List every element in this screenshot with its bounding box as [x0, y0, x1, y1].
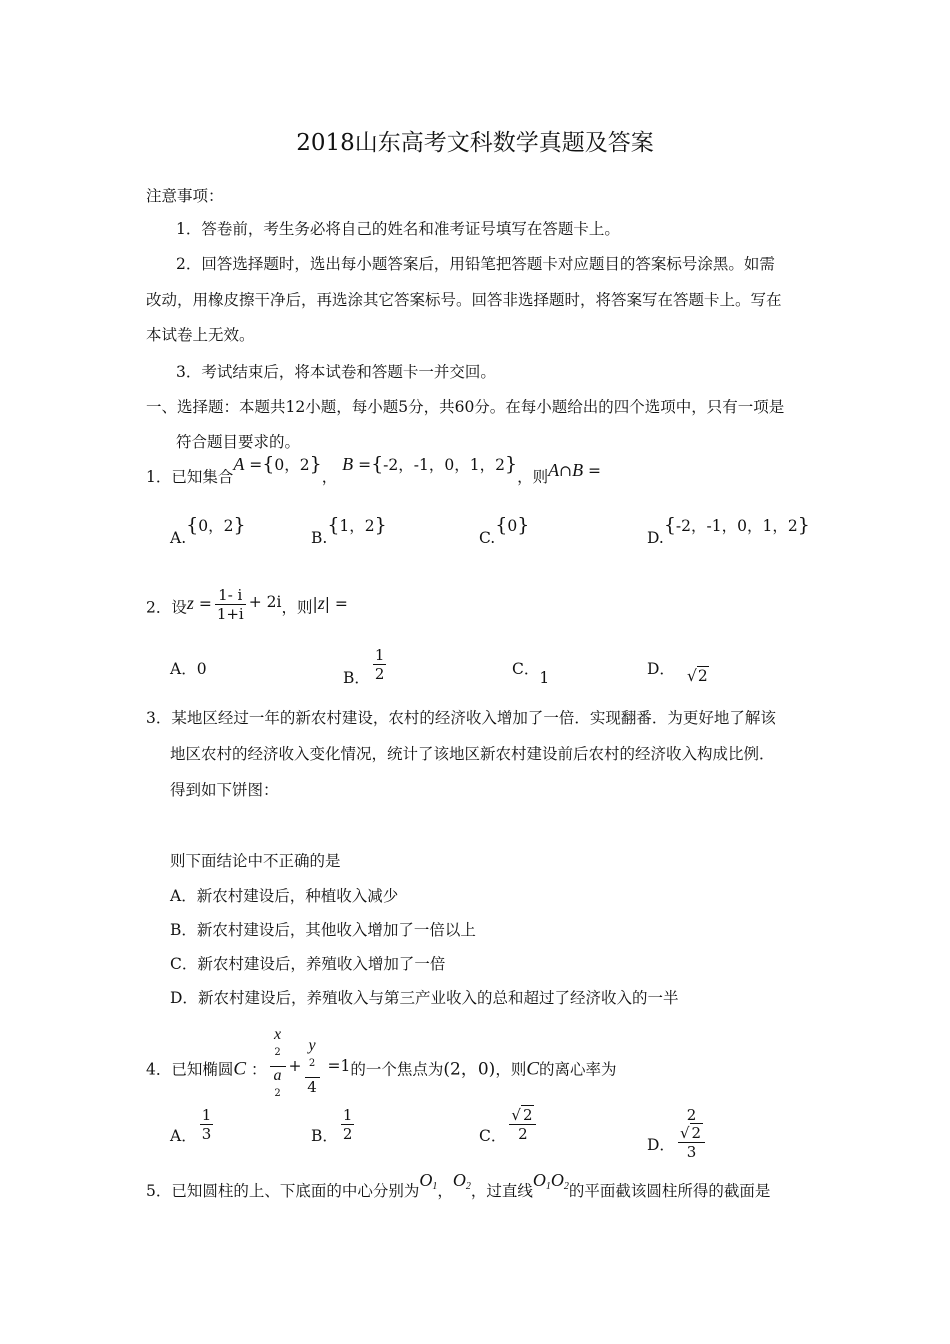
- q3-option-c[interactable]: C．新农村建设后，养殖收入增加了一倍: [170, 955, 446, 973]
- notice-heading: 注意事项：: [146, 187, 224, 205]
- q1-option-c[interactable]: C.{0}: [479, 514, 530, 547]
- notice-item-2-line-1: 2．回答选择题时，选出每小题答案后，用铅笔把答题卡对应题目的答案标号涂黑。如需: [176, 255, 775, 273]
- notice-item-3: 3．考试结束后，将本试卷和答题卡一并交回。: [176, 363, 496, 381]
- q1-option-d[interactable]: D.{-2，-1，0，1，2}: [647, 514, 810, 547]
- notice-item-2-line-3: 本试卷上无效。: [146, 326, 255, 344]
- q2-fraction-numerator: 1- i: [215, 586, 246, 605]
- q1-prefix: 1．已知集合: [146, 468, 234, 486]
- q1-set-b: -2，-1，0，1，2: [383, 456, 505, 474]
- question-3-stem: 则下面结论中不正确的是: [170, 852, 341, 870]
- question-3-line-3: 得到如下饼图：: [170, 781, 279, 799]
- q3-option-d[interactable]: D．新农村建设后，养殖收入与第三产业收入的总和超过了经济收入的一半: [170, 989, 679, 1007]
- q1-option-a[interactable]: A.{0，2}: [170, 514, 246, 547]
- q4-option-a[interactable]: A． $\frac{1}{3}$: [170, 1106, 212, 1145]
- notice-item-1: 1．答卷前，考生务必将自己的姓名和准考证号填写在答题卡上。: [176, 220, 620, 238]
- question-5: 5．已知圆柱的上、下底面的中心分别为$O_1$，$O_2$，过直线$O_1O_2$的平面截该圆柱所得的截面是: [146, 1170, 771, 1200]
- q3-option-b[interactable]: B．新农村建设后，其他收入增加了一倍以上: [170, 921, 476, 939]
- page-title: 2018山东高考文科数学真题及答案: [296, 130, 654, 156]
- question-3-line-2: 地区农村的经济收入变化情况，统计了该地区新农村建设前后农村的经济收入构成比例．: [170, 745, 775, 763]
- q1-then: ，则: [517, 468, 549, 486]
- q1-option-b[interactable]: B.{1，2}: [311, 514, 387, 547]
- q2-option-a[interactable]: A．0: [170, 660, 207, 678]
- section-1-line-1: 一、选择题：本题共12小题，每小题5分，共60分。在每小题给出的四个选项中，只有一项是: [146, 398, 785, 416]
- question-2: 2．设z = $\frac{1- i}{1+i}$ + 2i，则|z| =: [146, 586, 348, 623]
- section-1-line-2: 符合题目要求的。: [176, 433, 301, 451]
- notice-item-2-line-2: 改动，用橡皮擦干净后，再选涂其它答案标号。回答非选择题时，将答案写在答题卡上。写在: [146, 291, 782, 309]
- q4-option-c[interactable]: C． $\frac{√ 2}{2}$: [479, 1106, 539, 1143]
- q2-option-d[interactable]: D． √2: [647, 660, 708, 685]
- question-4: 4．已知椭圆C ： x $^2$ a $^2$ + y $^2$ 4 =1的一个焦点为(2，0)，则C的离心率为: [146, 1026, 617, 1099]
- q2-option-b[interactable]: B． $\frac{1}{2}$: [343, 646, 385, 687]
- q3-option-a[interactable]: A．新农村建设后，种植收入减少: [170, 887, 399, 905]
- q4-option-b[interactable]: B． $\frac{1}{2}$: [311, 1106, 353, 1145]
- q1-set-a: 0，2: [274, 456, 310, 474]
- question-3-line-1: 3．某地区经过一年的新农村建设，农村的经济收入增加了一倍．实现翻番．为更好地了解该: [146, 709, 776, 727]
- question-1: 1．已知集合A ={0，2}， B ={-2，-1，0，1，2}，则A∩B =: [146, 453, 601, 486]
- q2-option-c[interactable]: C．1: [512, 660, 550, 687]
- q2-fraction-denominator: 1+i: [216, 605, 244, 623]
- q4-option-d[interactable]: D． 2 √ 2 3: [647, 1106, 708, 1161]
